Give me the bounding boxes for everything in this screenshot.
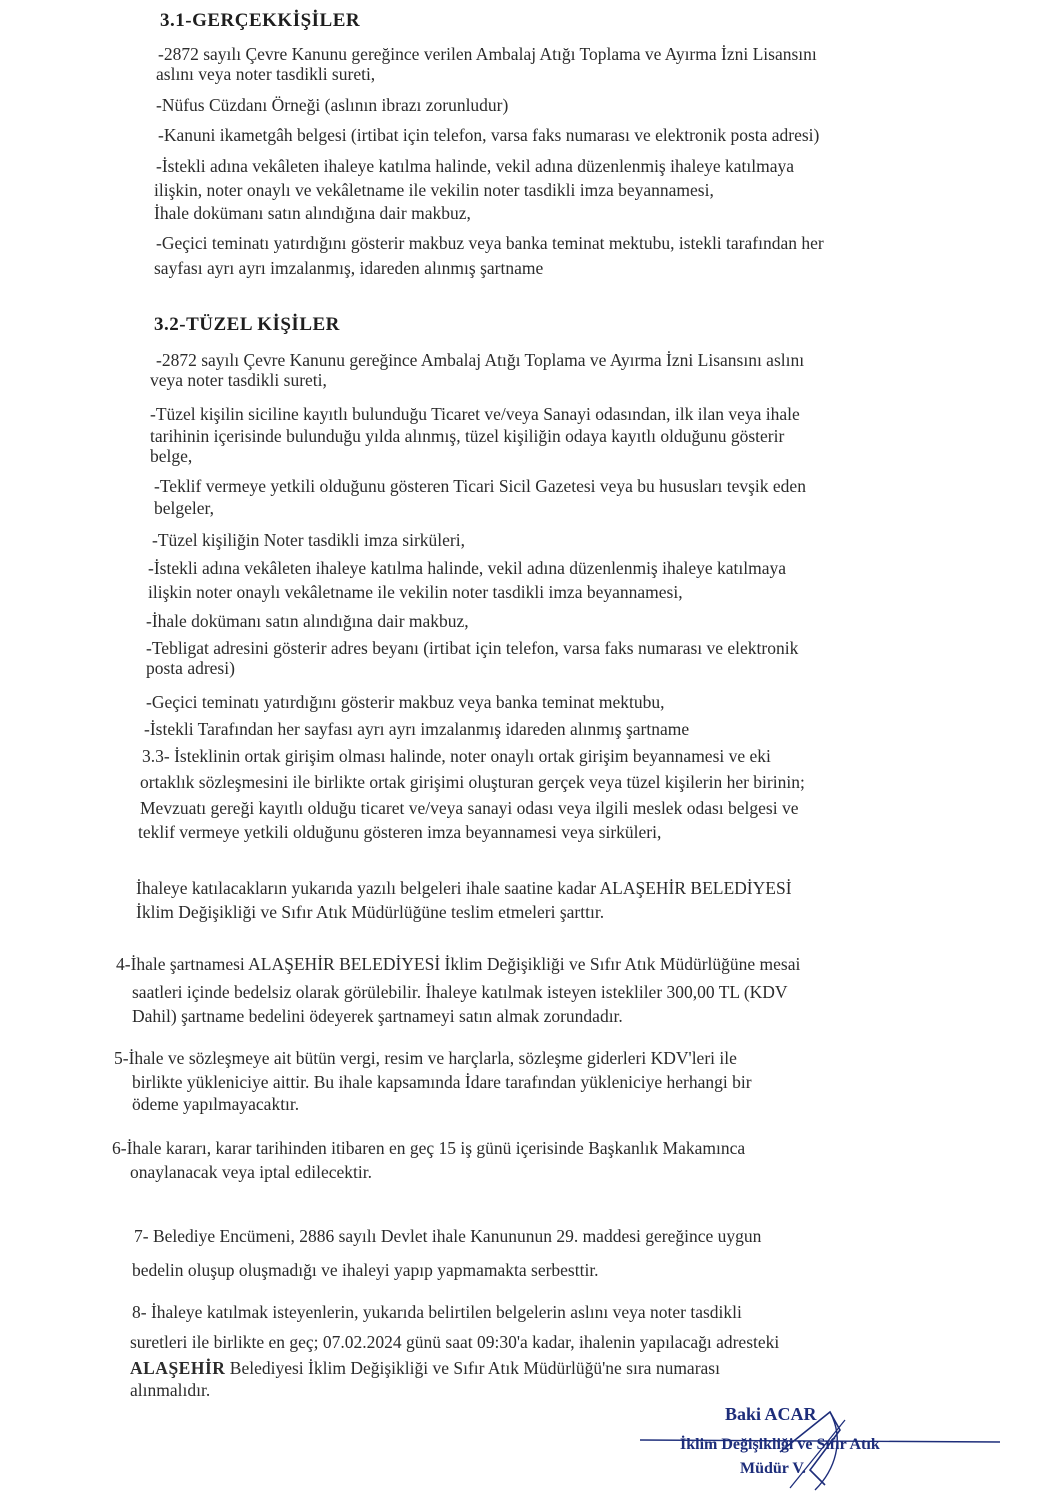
section-3-2-line: -Tebligat adresini gösterir adres beyanı (irtibat için telefon, varsa faks numarası ve elektronik	[146, 638, 799, 658]
signature-name: Baki ACAR	[725, 1404, 817, 1424]
item-8-line: suretleri ile birlikte en geç; 07.02.2024 günü saat 09:30'a kadar, ihalenin yapılacağı adresteki	[130, 1332, 780, 1352]
section-3-2-line: belgeler,	[154, 498, 215, 518]
section-3-1-heading: 3.1-GERÇEKKİŞİLER	[160, 10, 361, 31]
item-7-line: 7- Belediye Encümeni, 2886 sayılı Devlet ihale Kanununun 29. maddesi gereğince uygun	[134, 1226, 762, 1246]
item-5-line: ödeme yapılmayacaktır.	[132, 1094, 300, 1114]
section-3-2-line: belge,	[150, 446, 193, 466]
section-3-3-line: Mevzuatı gereği kayıtlı olduğu ticaret ve/veya sanayi odası veya ilgili meslek odası belgesi ve	[140, 798, 799, 818]
item-8-line-rest: Belediyesi İklim Değişikliği ve Sıfır Atık Müdürlüğü'ne sıra numarası	[229, 1358, 720, 1378]
item-8-line: 8- İhaleye katılmak isteyenlerin, yukarıda belirtilen belgelerin aslını veya noter tasdikli	[132, 1302, 742, 1322]
item-6-line: onaylanacak veya iptal edilecektir.	[130, 1162, 372, 1182]
section-3-1-line: -2872 sayılı Çevre Kanunu gereğince verilen Ambalaj Atığı Toplama ve Ayırma İzni Lisansını	[158, 44, 817, 64]
section-3-1-line: aslını veya noter tasdikli sureti,	[156, 64, 376, 84]
section-3-2-line: -Geçici teminatı yatırdığını gösterir makbuz veya banka teminat mektubu,	[146, 692, 665, 712]
section-3-1-line: -İstekli adına vekâleten ihaleye katılma halinde, vekil adına düzenlenmiş ihaleye katılmaya	[156, 156, 795, 176]
section-3-2-line: -Teklif vermeye yetkili olduğunu gösteren Ticari Sicil Gazetesi veya bu hususları tevşik eden	[154, 476, 806, 496]
item-5-line: birlikte yükleniciye aittir. Bu ihale kapsamında İdare tarafından yükleniciye herhangi bir	[132, 1072, 752, 1092]
section-3-2-line: -Tüzel kişilin siciline kayıtlı bulunduğu Ticaret ve/veya Sanayi odasından, ilk ilan veya ihale	[150, 404, 800, 424]
municipality-name: ALAŞEHİR	[130, 1358, 226, 1378]
section-3-2-line: -İstekli Tarafından her sayfası ayrı ayrı imzalanmış idareden alınmış şartname	[144, 719, 690, 739]
section-3-1-line: İhale dokümanı satın alındığına dair makbuz,	[154, 203, 471, 223]
deadline-note-line: İhaleye katılacakların yukarıda yazılı belgeleri ihale saatine kadar ALAŞEHİR BELEDİYESİ	[136, 878, 792, 898]
section-3-3-line: teklif vermeye yetkili olduğunu gösteren imza beyannamesi veya sirküleri,	[138, 822, 662, 842]
signature-title: İklim Değişikliği ve Sıfır Atık	[680, 1436, 880, 1453]
section-3-1-line: -Nüfus Cüzdanı Örneği (aslının ibrazı zorunludur)	[156, 95, 509, 115]
section-3-2-line: -İhale dokümanı satın alındığına dair makbuz,	[146, 611, 469, 631]
section-3-2-line: veya noter tasdikli sureti,	[150, 370, 327, 390]
section-3-1-line: -Kanuni ikametgâh belgesi (irtibat için telefon, varsa faks numarası ve elektronik posta adresi)	[158, 125, 820, 145]
section-3-2-line: -Tüzel kişiliğin Noter tasdikli imza sirküleri,	[152, 530, 465, 550]
section-3-2-line: posta adresi)	[146, 658, 235, 678]
section-3-2-line: -2872 sayılı Çevre Kanunu gereğince Ambalaj Atığı Toplama ve Ayırma İzni Lisansını aslını	[156, 350, 805, 370]
item-8-line	[130, 1360, 720, 1378]
signature-block	[630, 1400, 1010, 1500]
item-7-line: bedelin oluşup oluşmadığı ve ihaleyi yapıp yapmamakta serbesttir.	[132, 1260, 599, 1280]
item-4-line: Dahil) şartname bedelini ödeyerek şartnameyi satın almak zorundadır.	[132, 1006, 623, 1026]
section-3-3-line: 3.3- İsteklinin ortak girişim olması halinde, noter onaylı ortak girişim beyannamesi ve eki	[142, 746, 771, 766]
section-3-2-line: tarihinin içerisinde bulunduğu yılda alınmış, tüzel kişiliğin odaya kayıtlı olduğunu gösterir	[150, 426, 785, 446]
item-8-line: alınmalıdır.	[130, 1380, 211, 1400]
section-3-3-line: ortaklık sözleşmesini ile birlikte ortak girişimi oluşturan gerçek veya tüzel kişilerin her birinin;	[140, 772, 805, 792]
item-5-line: 5-İhale ve sözleşmeye ait bütün vergi, resim ve harçlarla, sözleşme giderleri KDV'leri ile	[114, 1048, 737, 1068]
section-3-2-heading: 3.2-TÜZEL KİŞİLER	[154, 314, 340, 335]
section-3-1-line: sayfası ayrı ayrı imzalanmış, idareden alınmış şartname	[154, 258, 544, 278]
section-3-2-line: -İstekli adına vekâleten ihaleye katılma halinde, vekil adına düzenlenmiş ihaleye katılmaya	[148, 558, 787, 578]
signature-subtitle: Müdür V.	[740, 1460, 806, 1477]
section-3-1-line: -Geçici teminatı yatırdığını gösterir makbuz veya banka teminat mektubu, istekli tarafından her	[156, 233, 824, 253]
item-4-line: 4-İhale şartnamesi ALAŞEHİR BELEDİYESİ İklim Değişikliği ve Sıfır Atık Müdürlüğüne mesai	[116, 954, 801, 974]
item-6-line: 6-İhale kararı, karar tarihinden itibaren en geç 15 iş günü içerisinde Başkanlık Makamınca	[112, 1138, 746, 1158]
section-3-2-line: ilişkin noter onaylı vekâletname ile vekilin noter tasdikli imza beyannamesi,	[148, 582, 683, 602]
section-3-1-line: ilişkin, noter onaylı ve vekâletname ile vekilin noter tasdikli imza beyannamesi,	[154, 180, 714, 200]
item-4-line: saatleri içinde bedelsiz olarak görülebilir. İhaleye katılmak isteyen istekliler 300,00 TL (KDV	[132, 982, 788, 1002]
deadline-note-line: İklim Değişikliği ve Sıfır Atık Müdürlüğüne teslim etmeleri şarttır.	[136, 902, 605, 922]
